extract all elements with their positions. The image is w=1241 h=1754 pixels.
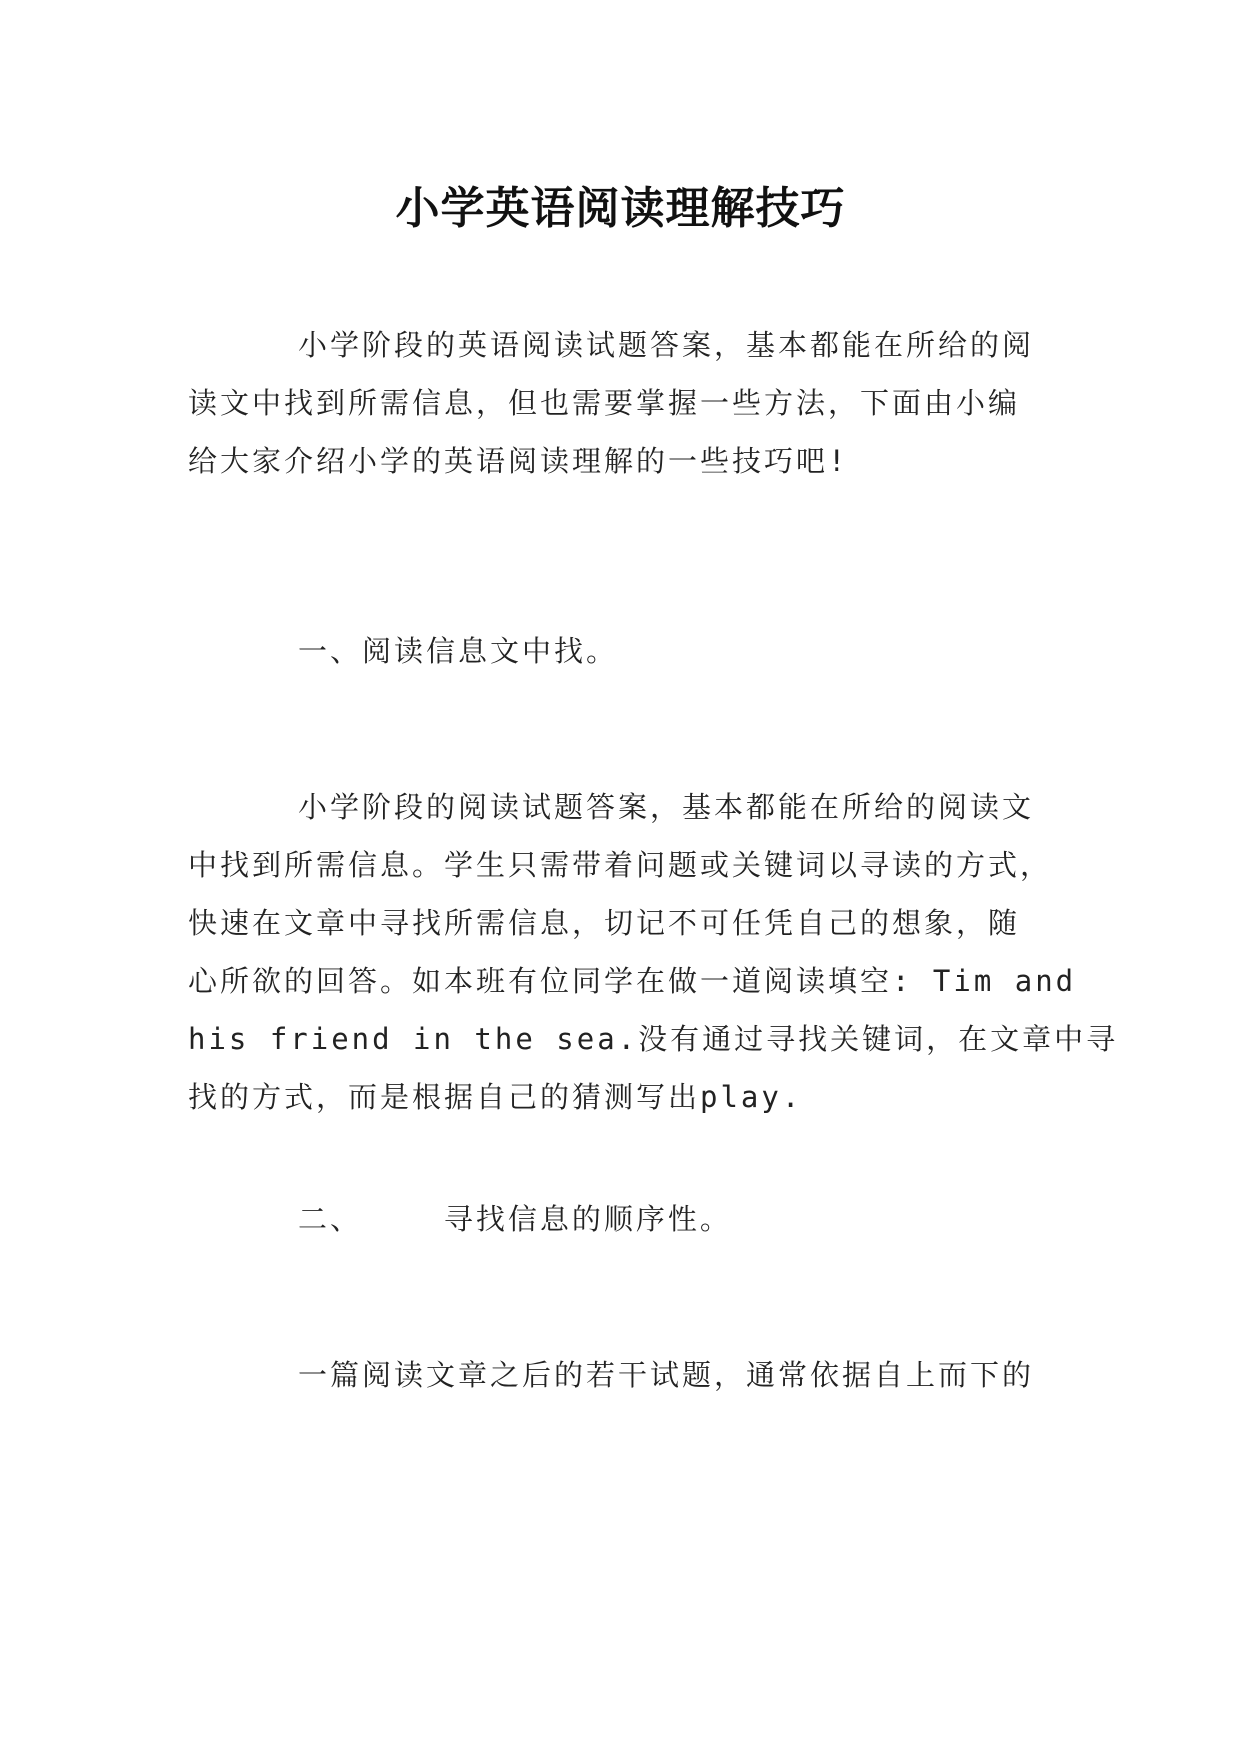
page-title: 小学英语阅读理解技巧 bbox=[395, 183, 846, 235]
section1-paragraph bbox=[188, 778, 1119, 1126]
paragraph-line: his friend in the sea.没有通过寻找关键词，在文章中寻 bbox=[188, 1022, 1119, 1056]
paragraph-line: 读文中找到所需信息，但也需要掌握一些方法，下面由小编 bbox=[188, 386, 1021, 420]
section-heading-2: 二、 寻找信息的顺序性。 bbox=[298, 1202, 732, 1236]
paragraph-line: 给大家介绍小学的英语阅读理解的一些技巧吧! bbox=[188, 444, 849, 478]
section-heading-1: 一、阅读信息文中找。 bbox=[298, 634, 619, 668]
paragraph-line: 一篇阅读文章之后的若干试题，通常依据自上而下的 bbox=[298, 1358, 1035, 1392]
paragraph-line: 快速在文章中寻找所需信息，切记不可任凭自己的想象，随 bbox=[188, 906, 1021, 940]
paragraph-line: 心所欲的回答。如本班有位同学在做一道阅读填空: Tim and bbox=[188, 964, 1077, 998]
section2-paragraph bbox=[188, 1346, 1060, 1404]
intro-paragraph bbox=[188, 316, 1060, 490]
paragraph-line: 小学阶段的阅读试题答案，基本都能在所给的阅读文 bbox=[298, 790, 1035, 824]
paragraph-line: 找的方式，而是根据自己的猜测写出play. bbox=[188, 1080, 803, 1114]
paragraph-line: 小学阶段的英语阅读试题答案，基本都能在所给的阅 bbox=[298, 328, 1035, 362]
paragraph-line: 中找到所需信息。学生只需带着问题或关键词以寻读的方式， bbox=[188, 848, 1053, 882]
